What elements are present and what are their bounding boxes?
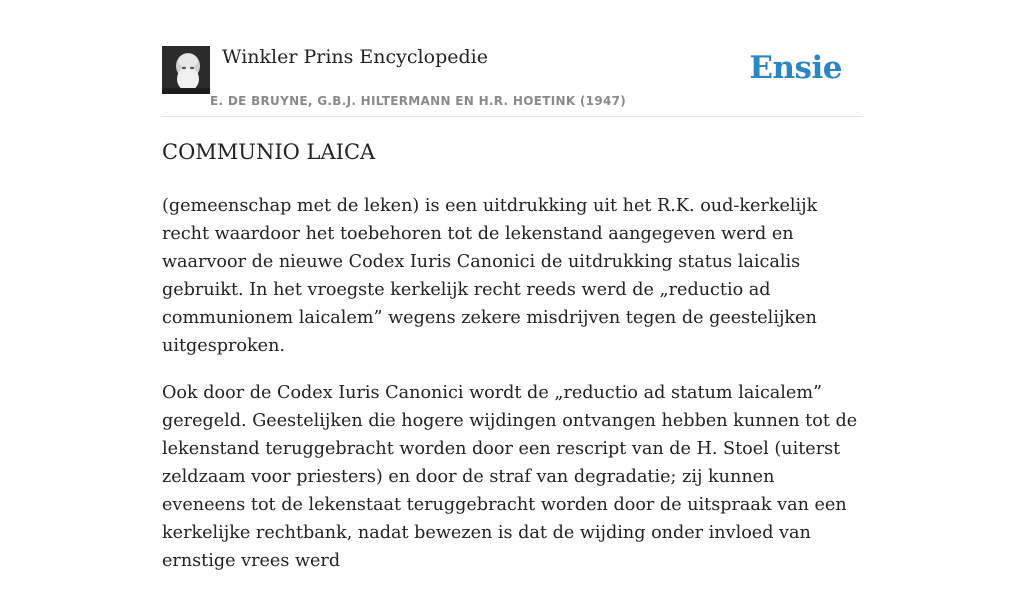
page (162, 0, 862, 571)
article-title: COMMUNIO LAICA (162, 140, 376, 164)
authors-line: E. DE BRUYNE, G.B.J. HILTERMANN EN H.R. HOETINK (1947) (210, 94, 627, 108)
article-body (162, 192, 862, 594)
site-header (162, 0, 862, 117)
site-title[interactable]: Winkler Prins Encyclopedie (222, 46, 488, 68)
article-paragraph: (gemeenschap met de leken) is een uitdrukking uit het R.K. oud-kerkelijk recht waardoor het toebehoren tot de lekenstand aangegeven werd en waarvoor de nieuwe Codex Iuris Canonici de uitdrukking status laicalis gebruikt. In het vroegste kerkelijk recht reeds werd de „reductio ad communionem laicalem” wegens zekere misdrijven tegen de geestelijken uitgesproken. (162, 196, 818, 356)
article-paragraph: Ook door de Codex Iuris Canonici wordt de „reductio ad statum laicalem” geregeld. Geestelijken die hogere wijdingen ontvangen hebben kunnen tot de lekenstand teruggebracht worden door een rescript van de H. Stoel (uiterst zeldzaam voor priesters) en door de straf van degradatie; zij kunnen eveneens tot de lekenstaat teruggebracht worden door de uitspraak van een kerkelijke rechtbank, nadat bewezen is dat de wijding onder invloed van ernstige vrees werd (162, 383, 858, 571)
brand-logo[interactable]: Ensie (749, 50, 842, 86)
portrait-photo-icon[interactable] (162, 46, 210, 94)
